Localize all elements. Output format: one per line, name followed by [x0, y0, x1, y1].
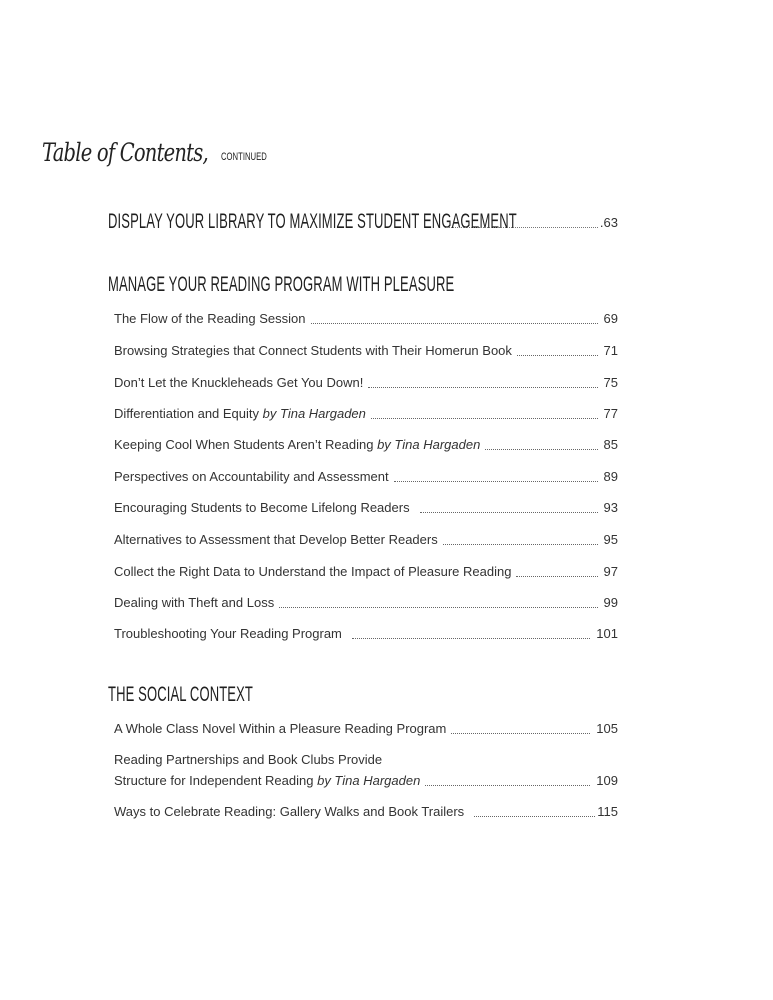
entry-author: by Tina Hargaden: [317, 773, 421, 788]
toc-entry[interactable]: [114, 531, 618, 549]
entry-title: A Whole Class Novel Within a Pleasure Reading Program: [114, 721, 447, 736]
page-number: 115: [597, 804, 618, 819]
page-number: 93: [603, 500, 618, 515]
entry-title: Dealing with Theft and Loss: [114, 595, 275, 610]
page-number: 109: [596, 773, 618, 788]
entry-title-line2: [114, 772, 618, 790]
dot-leader: [279, 607, 597, 608]
entry-title: The Flow of the Reading Session: [114, 311, 306, 326]
toc-section-manage-reading: [108, 272, 618, 298]
dot-leader: [420, 512, 598, 513]
page-number: 69: [603, 311, 618, 326]
dot-leader: [446, 227, 598, 228]
toc-entry[interactable]: [114, 374, 618, 392]
dot-leader: [474, 816, 595, 817]
entry-author: by Tina Hargaden: [377, 437, 481, 452]
entry-title: Perspectives on Accountability and Assessment: [114, 469, 389, 484]
toc-entry[interactable]: [114, 436, 618, 454]
toc-entry[interactable]: [114, 625, 618, 643]
page-number: 97: [603, 564, 618, 579]
entry-title: Encouraging Students to Become Lifelong Readers: [114, 500, 410, 515]
dot-leader: [443, 544, 598, 545]
dot-leader: [451, 733, 590, 734]
entry-author: by Tina Hargaden: [262, 406, 366, 421]
entry-title-text: Structure for Independent Reading: [114, 773, 314, 788]
page-number: 89: [603, 469, 618, 484]
section-heading: MANAGE YOUR READING PROGRAM WITH PLEASURE: [108, 273, 455, 296]
toc-entry[interactable]: [114, 310, 618, 328]
entry-title: Browsing Strategies that Connect Students with Their Homerun Book: [114, 343, 512, 358]
dot-leader: [485, 449, 597, 450]
dot-leader: [311, 323, 598, 324]
toc-entry[interactable]: [114, 563, 618, 581]
entry-title: [114, 405, 366, 423]
toc-entry[interactable]: [114, 342, 618, 360]
entry-title-text: Keeping Cool When Students Aren’t Reading: [114, 437, 374, 452]
entry-title: Alternatives to Assessment that Develop Better Readers: [114, 532, 438, 547]
dot-leader: [352, 638, 590, 639]
toc-entry[interactable]: [114, 499, 618, 517]
entry-title: Don’t Let the Knuckleheads Get You Down!: [114, 375, 364, 390]
toc-entry[interactable]: [114, 720, 618, 738]
section-heading: DISPLAY YOUR LIBRARY TO MAXIMIZE STUDENT ENGAGEMENT: [108, 210, 517, 233]
dot-leader: [516, 576, 597, 577]
page-number: 95: [603, 532, 618, 547]
toc-entry[interactable]: [114, 405, 618, 423]
entry-title-line1: Reading Partnerships and Book Clubs Provide: [114, 752, 383, 767]
dot-leader: [517, 355, 598, 356]
entry-title: [114, 772, 420, 790]
dot-leader: [371, 418, 598, 419]
page-number: 75: [603, 375, 618, 390]
page-number: 85: [603, 437, 618, 452]
page-number: .63: [599, 214, 618, 230]
entry-title: Troubleshooting Your Reading Program: [114, 626, 342, 641]
toc-section-social-context: [108, 682, 618, 708]
dot-leader: [368, 387, 597, 388]
dot-leader: [394, 481, 598, 482]
page-number: 101: [596, 626, 618, 641]
toc-entry[interactable]: [114, 594, 618, 612]
title-script: Table of Contents,: [42, 138, 208, 167]
toc-entry[interactable]: [114, 803, 618, 821]
page-number: 99: [603, 595, 618, 610]
dot-leader: [425, 785, 590, 786]
entry-title: Collect the Right Data to Understand the Impact of Pleasure Reading: [114, 564, 512, 579]
toc-entry[interactable]: [114, 751, 618, 790]
entry-title: Ways to Celebrate Reading: Gallery Walks and Book Trailers: [114, 804, 465, 819]
page-title: [42, 138, 287, 167]
page-number: 105: [596, 721, 618, 736]
section-heading: THE SOCIAL CONTEXT: [108, 683, 253, 706]
title-continued: CONTINUED: [221, 151, 267, 163]
toc-section-display-library[interactable]: [108, 209, 618, 235]
page-number: 77: [603, 406, 618, 421]
page-number: 71: [603, 343, 618, 358]
entry-title-text: Differentiation and Equity: [114, 406, 260, 421]
toc-entry[interactable]: [114, 468, 618, 486]
entry-title: [114, 436, 480, 454]
